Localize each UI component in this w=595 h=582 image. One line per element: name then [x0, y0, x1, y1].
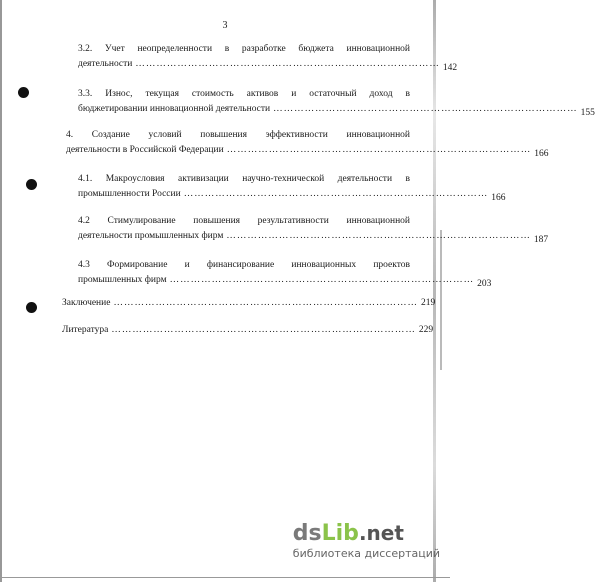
toc-entry-text: 4.1. Макроусловия активизации научно-технической деятельности в — [78, 174, 410, 184]
toc-entry-text: промышленных фирм — [78, 275, 167, 285]
scan-edge-left — [0, 0, 2, 582]
scan-edge-right-mark — [440, 230, 442, 370]
leader-dots: …………………………………………………………………………… — [226, 145, 532, 155]
leader-dots: …………………………………………………………………………… — [273, 104, 578, 114]
punch-hole — [26, 179, 37, 190]
page-number: 3 — [222, 20, 228, 31]
toc-page-ref: 142 — [442, 63, 458, 73]
leader-dots: …………………………………………………………………………… — [113, 298, 418, 308]
toc-entry-text: Заключение — [62, 298, 111, 308]
toc-entry-text: бюджетировании инновационной деятельности — [78, 104, 271, 114]
leader-dots: …………………………………………………………………………… — [135, 59, 440, 69]
toc-entry-4-1 — [78, 172, 506, 203]
toc-entry-text: Литература — [62, 325, 109, 335]
toc-page-ref: 166 — [534, 149, 549, 159]
toc-entry-conclusion — [62, 296, 436, 311]
toc-entry-text: 4.2 Стимулирование повышения результативности инновационной — [78, 216, 410, 226]
toc-page-ref: 203 — [477, 279, 492, 289]
toc-entry-3-2 — [78, 42, 458, 73]
dslib-watermark — [293, 522, 440, 560]
toc-entry-text: деятельности в Российской Федерации — [66, 145, 224, 155]
toc-entry-text: деятельности промышленных фирм — [78, 231, 224, 241]
toc-entry-text: 4.3 Формирование и финансирование инновационных проектов — [78, 260, 410, 270]
leader-dots: …………………………………………………………………………… — [226, 231, 531, 241]
scan-edge-right — [433, 0, 436, 582]
leader-dots: …………………………………………………………………………… — [183, 189, 489, 199]
toc-entry-text: 4. Создание условий повышения эффективности инновационной — [66, 130, 410, 140]
toc-entry-4 — [66, 128, 549, 159]
toc-entry-text: деятельности — [78, 59, 133, 69]
toc-entry-4-2 — [78, 214, 549, 245]
toc-page-ref: 187 — [533, 235, 549, 245]
punch-hole — [18, 87, 29, 98]
punch-hole — [26, 302, 37, 313]
toc-entry-text: 3.3. Износ, текущая стоимость активов и остаточный доход в — [78, 89, 410, 99]
leader-dots: …………………………………………………………………………… — [111, 325, 416, 335]
toc-entry-literature — [62, 323, 434, 338]
dslib-logo: ds Lib .net — [292, 521, 404, 546]
toc-entry-3-3 — [78, 87, 595, 118]
toc-entry-text: промышленности России — [78, 189, 181, 199]
leader-dots: …………………………………………………………………………… — [169, 275, 475, 285]
toc-page-ref: 166 — [491, 193, 506, 203]
toc-page-ref: 219 — [420, 298, 436, 308]
toc-entry-4-3 — [78, 258, 492, 289]
toc-page-ref: 229 — [418, 325, 434, 335]
dslib-subtitle: библиотека диссертаций — [292, 547, 440, 560]
toc-page-ref: 155 — [580, 108, 595, 118]
toc-entry-text: 3.2. Учет неопределенности в разработке бюджета инновационной — [78, 44, 410, 54]
scan-edge-bottom — [0, 577, 450, 578]
